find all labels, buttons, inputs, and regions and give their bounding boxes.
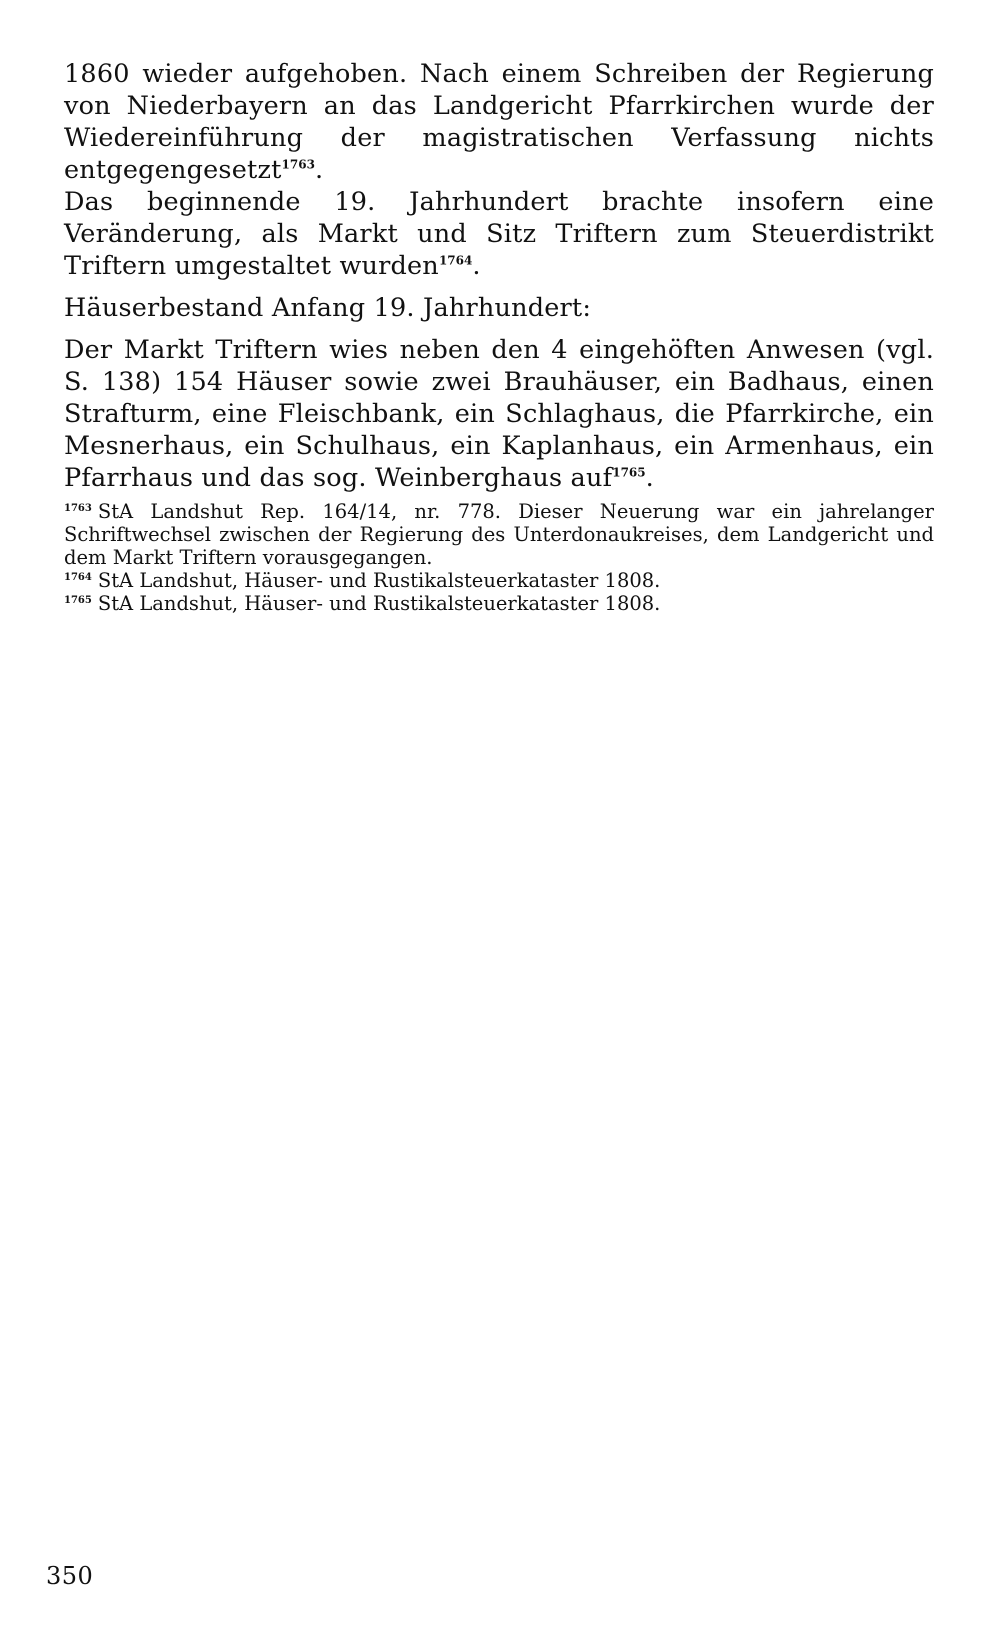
paragraph-text: Der Markt Triftern wies neben den 4 eingehöften Anwesen (vgl. S. 138) 154 Häuser sowie zwei Brauhäuser, ein Badhaus, einen Strafturm, eine Fleischbank, ein Schlaghaus, die Pfarrkirche, ein Mesnerhaus, ein Schulhaus, ein Kaplanhaus, ein Armenhaus, ein Pfarrhaus und das sog. Weinberghaus auf (64, 335, 934, 493)
paragraph-tail: . (314, 155, 324, 185)
page-number: 350 (46, 1562, 94, 1590)
paragraph-text: Das beginnende 19. Jahrhundert brachte insofern eine Veränderung, als Markt und Sitz Triftern zum Steuerdistrikt Triftern umgestaltet wurden (64, 187, 934, 281)
main-text (64, 58, 934, 494)
paragraph-1 (64, 58, 934, 186)
footnote-number: 1764 (64, 571, 92, 583)
footnote-number: 1765 (64, 594, 92, 606)
footnote-1765 (64, 592, 934, 615)
paragraph-text: 1860 wieder aufgehoben. Nach einem Schreiben der Regierung von Niederbayern an das Landgericht Pfarrkirchen wurde der Wiedereinführung der magistratischen Verfassung nichts entgegengesetzt (64, 59, 934, 185)
footnote-1764 (64, 569, 934, 592)
footnote-ref-1765[interactable]: 1765 (612, 465, 646, 480)
paragraph-tail: . (645, 463, 654, 493)
paragraph-tail: . (472, 251, 481, 281)
paragraph-2 (64, 186, 934, 282)
footnote-number: 1763 (64, 502, 92, 514)
footnote-ref-1763[interactable]: 1763 (281, 157, 315, 172)
footnote-text: StA Landshut Rep. 164/14, nr. 778. Dieser Neuerung war ein jahrelanger Schriftwechsel zwischen der Regierung des Unterdonaukreises, dem Landgericht und dem Markt Triftern vorausgegangen. (64, 500, 934, 569)
paragraph-3 (64, 334, 934, 494)
section-heading: Häuserbestand Anfang 19. Jahrhundert: (64, 293, 592, 323)
footnote-ref-1764[interactable]: 1764 (438, 253, 473, 268)
footnote-text: StA Landshut, Häuser- und Rustikalsteuerkataster 1808. (97, 592, 661, 615)
footnote-text: StA Landshut, Häuser- und Rustikalsteuerkataster 1808. (97, 569, 661, 592)
footnotes (64, 500, 934, 615)
footnote-1763 (64, 500, 934, 569)
